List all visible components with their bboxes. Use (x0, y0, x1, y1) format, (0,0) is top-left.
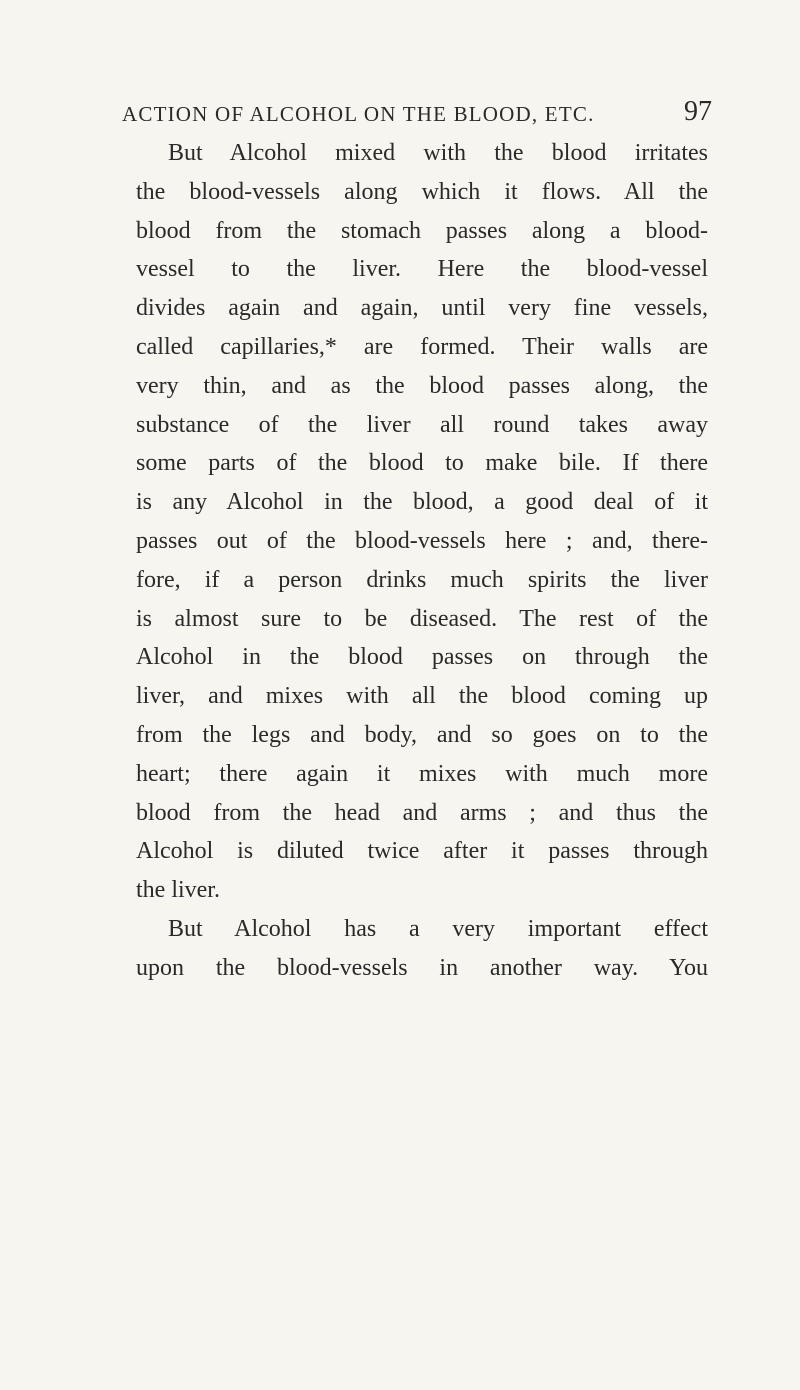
text-line: But Alcohol has a very important effect (168, 915, 708, 942)
text-line: the liver. (136, 877, 220, 904)
text-line: upon the blood-vessels in another way. You (136, 954, 708, 981)
text-line: substance of the liver all round takes away (136, 411, 708, 438)
text-line: the blood-vessels along which it flows. All the (136, 178, 708, 205)
paragraph-1 (136, 134, 708, 910)
text-line: some parts of the blood to make bile. If there (136, 450, 708, 477)
text-line: called capillaries,* are formed. Their walls are (136, 333, 708, 360)
text-line: from the legs and body, and so goes on to the (136, 721, 708, 748)
text-line: passes out of the blood-vessels here ; and, there- (136, 527, 708, 554)
text-line: blood from the head and arms ; and thus the (136, 799, 708, 826)
body-text (136, 134, 708, 988)
text-line: is almost sure to be diseased. The rest of the (136, 605, 708, 632)
text-line: blood from the stomach passes along a blood- (136, 217, 708, 244)
page-number: 97 (684, 96, 712, 127)
text-line: liver, and mixes with all the blood coming up (136, 683, 708, 710)
paragraph-2 (136, 910, 708, 988)
text-line: Alcohol is diluted twice after it passes through (136, 838, 708, 865)
text-line: divides again and again, until very fine vessels, (136, 295, 708, 322)
text-line: fore, if a person drinks much spirits the liver (136, 566, 708, 593)
text-line: heart; there again it mixes with much more (136, 760, 708, 787)
text-line: Alcohol in the blood passes on through the (136, 644, 708, 671)
text-line: is any Alcohol in the blood, a good deal of it (136, 489, 708, 516)
running-title: ACTION OF ALCOHOL ON THE BLOOD, ETC. (122, 102, 595, 126)
text-line: very thin, and as the blood passes along, the (136, 372, 708, 399)
text-line: vessel to the liver. Here the blood-vessel (136, 256, 708, 283)
text-line: But Alcohol mixed with the blood irritates (168, 140, 708, 166)
